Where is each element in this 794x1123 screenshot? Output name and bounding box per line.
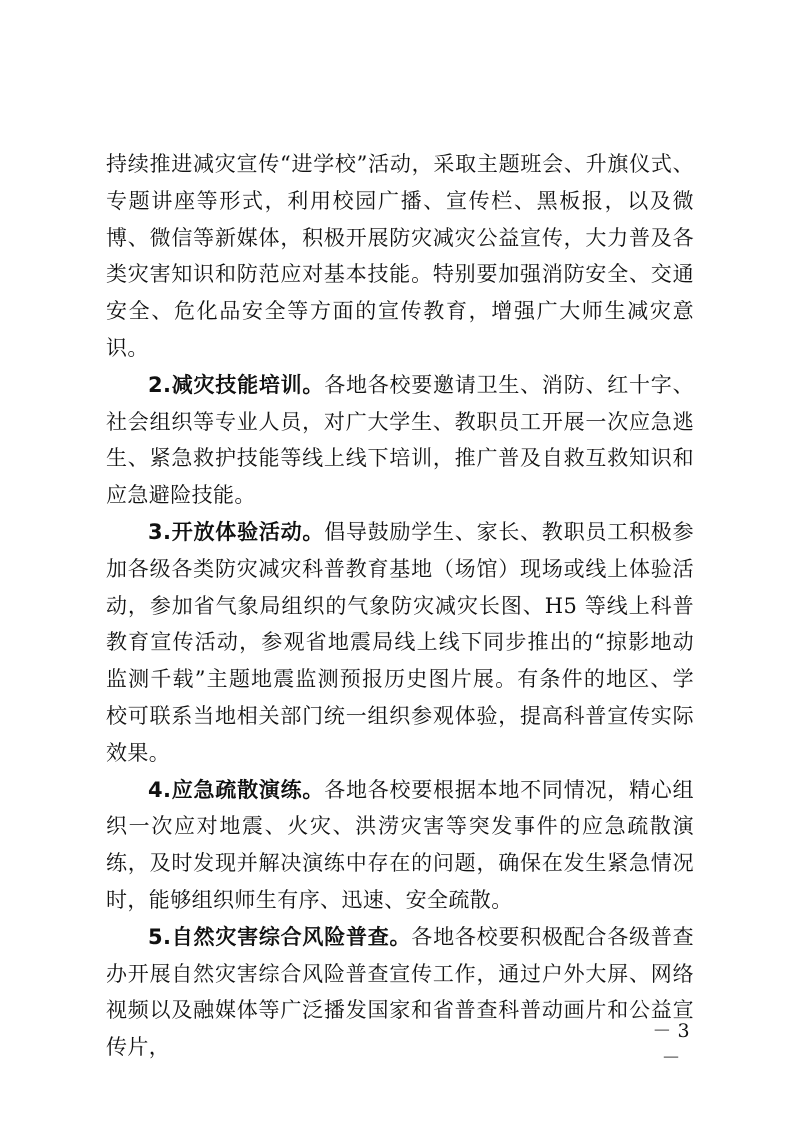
paragraph-3-text: 倡导鼓励学生、家长、教职员工积极参加各级各类防灾减灾科普教育基地（场馆）现场或线上体验活动，参加省气象局组织的气象防灾减灾长图、H5 等线上科普教育宣传活动，参观省地震局线上线下同步推出的“掠影地动 监测千载”主题地震监测预报历史图片展。有条件的地区、学校可联系当地相关部门统一组织参观体验，提高科普宣传实际效果。 (106, 519, 694, 765)
section-heading-5: 5.自然灾害综合风险普查。 (148, 924, 412, 949)
paragraph-5 (106, 919, 694, 1066)
section-heading-2: 2.减灾技能培训。 (148, 372, 325, 397)
paragraph-3 (106, 514, 694, 772)
page-number: － 3 － (652, 1020, 690, 1069)
paragraph-5-text: 各地各校要积极配合各级普查办开展自然灾害综合风险普查宣传工作，通过户外大屏、网络视频以及融媒体等广泛播发国家和省普查科普动画片和公益宣传片， (106, 924, 694, 1060)
paragraph-4-text: 各地各校要根据本地不同情况，精心组织一次应对地震、火灾、洪涝灾害等突发事件的应急疏散演练，及时发现并解决演练中存在的问题，确保在发生紧急情况时，能够组织师生有序、迅速、安全疏散。 (106, 777, 694, 912)
document-body (106, 146, 694, 1066)
paragraph-1-text: 持续推进减灾宣传“进学校”活动，采取主题班会、升旗仪式、专题讲座等形式，利用校园广播、宣传栏、黑板报，以及微博、微信等新媒体，积极开展防灾减灾公益宣传，大力普及各类灾害知识和防范应对基本技能。特别要加强消防安全、交通安全、危化品安全等方面的宣传教育，增强广大师生减灾意识。 (106, 152, 694, 360)
paragraph-4 (106, 772, 694, 919)
section-heading-4: 4.应急疏散演练。 (148, 777, 325, 802)
paragraph-2-text: 各地各校要邀请卫生、消防、红十字、社会组织等专业人员，对广大学生、教职员工开展一次应急逃生、紧急救护技能等线上线下培训，推广普及自救互救知识和应急避险技能。 (106, 372, 694, 508)
paragraph-1 (106, 146, 694, 367)
section-heading-3: 3.开放体验活动。 (148, 519, 325, 544)
paragraph-2 (106, 367, 694, 514)
